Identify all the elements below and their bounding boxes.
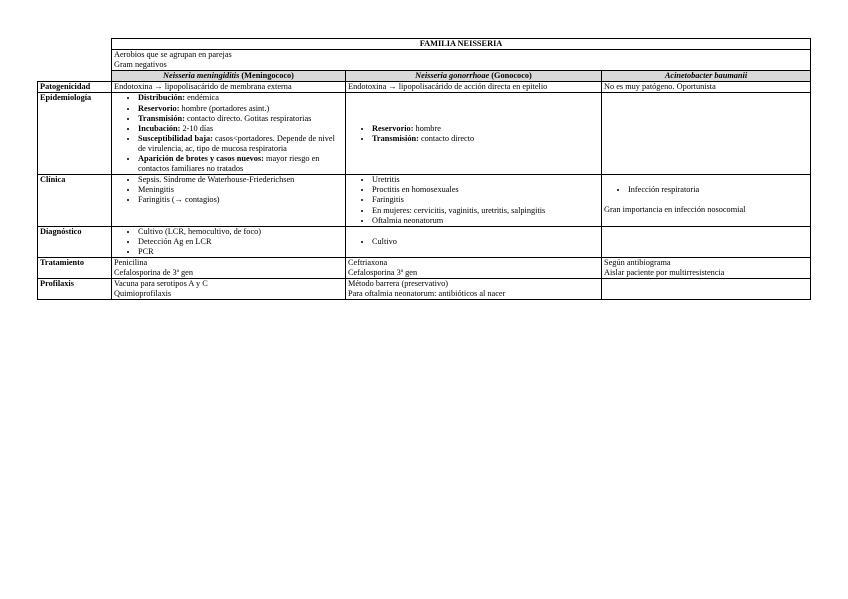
list-item: • Infección respiratoria — [628, 185, 808, 195]
intro-line: Gram negativos — [114, 60, 167, 70]
column-header-meningococo: Neisseria meningiditis (Meningococo) — [112, 71, 346, 82]
cell-line: Quimioprofilaxis — [114, 289, 172, 299]
table-row — [38, 257, 811, 278]
list-item: • Proctitis en homosexuales — [372, 185, 599, 195]
table-title: FAMILIA NEISSERIA — [112, 39, 811, 50]
cell — [112, 175, 346, 226]
cell: No es muy patógeno. Oportunista — [602, 82, 811, 93]
list-item: • Transmisión: contacto directo — [372, 134, 599, 144]
list-item: • Distribución: endémica — [138, 93, 343, 103]
list-item: • Uretritis — [372, 175, 599, 185]
cell-line: Cefalosporina de 3ª gen — [114, 268, 194, 278]
list-item: • En mujeres: cervicitis, vaginitis, uretritis, salpingitis — [372, 206, 599, 216]
list-item: • Aparición de brotes y casos nuevos: mayor riesgo en contactos familiares no tratados — [138, 154, 343, 174]
column-header-acinetobacter: Acinetobacter baumanii — [602, 71, 811, 82]
list-item: • Meningitis — [138, 185, 343, 195]
list-item: • Transmisión: contacto directo. Gotitas respiratorias — [138, 114, 343, 124]
cell-line: Método barrera (preservativo) — [348, 279, 448, 289]
row-label: Profilaxis — [38, 279, 112, 300]
table-row — [38, 279, 811, 300]
cell — [346, 175, 602, 226]
neisseria-table — [37, 38, 811, 300]
row-label: Epidemiología — [38, 93, 112, 175]
row-label: Tratamiento — [38, 257, 112, 278]
cell — [346, 93, 602, 175]
cell — [602, 175, 811, 226]
intro-cell — [112, 50, 811, 71]
cell — [602, 93, 811, 175]
cell-line: Para oftalmia neonatorum: antibióticos al nacer — [348, 289, 506, 299]
list-item: • Incubación: 2-10 días — [138, 124, 343, 134]
cell — [112, 226, 346, 257]
row-label: Patogenicidad — [38, 82, 112, 93]
cell-line: Penicilina — [114, 257, 148, 267]
list-item: • Reservorio: hombre (portadores asint.) — [138, 104, 343, 114]
list-item: • PCR — [138, 247, 343, 257]
cell — [112, 257, 346, 278]
row-label: Diagnóstico — [38, 226, 112, 257]
table-row — [38, 93, 811, 175]
cell-line: Cefalosporina 3ª gen — [348, 268, 418, 278]
list-item: • Faringitis (→ contagios) — [138, 195, 343, 205]
table-row — [38, 82, 811, 93]
cell — [346, 279, 602, 300]
list-item: • Susceptibilidad baja: casos<portadores. Depende de nivel de virulencia, ac, tipo de mucosa respiratoria — [138, 134, 343, 154]
note: Gran importancia en infección nosocomial — [604, 205, 746, 215]
intro-line: Aerobios que se agrupan en parejas — [114, 50, 232, 60]
table-row — [38, 226, 811, 257]
cell — [602, 279, 811, 300]
column-header-gonococo: Neisseria gonorrhoae (Gonococo) — [346, 71, 602, 82]
list-item: • Cultivo — [372, 237, 599, 247]
cell — [346, 226, 602, 257]
cell — [112, 279, 346, 300]
list-item: • Faringitis — [372, 195, 599, 205]
cell-line: Aislar paciente por multirresistencia — [604, 268, 725, 278]
list-item: • Reservorio: hombre — [372, 124, 599, 134]
list-item: • Sepsis. Síndrome de Waterhouse-Friederichsen — [138, 175, 343, 185]
list-item: • Cultivo (LCR, hemocultivo, de foco) — [138, 227, 343, 237]
cell — [602, 226, 811, 257]
row-label: Clínica — [38, 175, 112, 226]
cell-line: Vacuna para serotipos A y C — [114, 279, 208, 289]
cell — [112, 93, 346, 175]
table-row — [38, 175, 811, 226]
cell — [602, 257, 811, 278]
list-item: • Detección Ag en LCR — [138, 237, 343, 247]
cell-line: Según antibiograma — [604, 257, 671, 267]
cell: Endotoxina → lipopolisacárido de membrana externa — [112, 82, 346, 93]
cell-line: Ceftriaxona — [348, 257, 388, 267]
cell: Endotoxina → lipopolisacárido de acción directa en epitelio — [346, 82, 602, 93]
list-item: • Oftalmia neonatorum — [372, 216, 599, 226]
cell — [346, 257, 602, 278]
